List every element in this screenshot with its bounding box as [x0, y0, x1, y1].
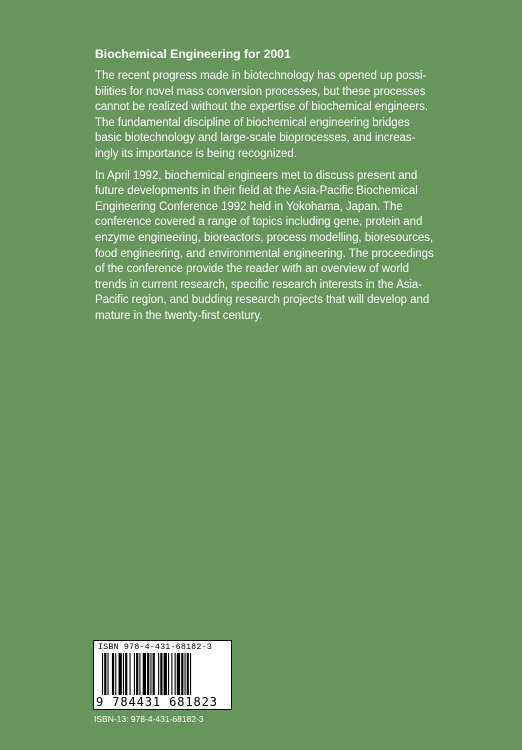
text-line: The fundamental discipline of biochemical engineering bridges [95, 116, 410, 129]
text-line: conference covered a range of topics including gene, protein and [95, 216, 423, 229]
text-line: of the conference provide the reader with an overview of world [95, 263, 409, 276]
text-line: future developments in their field at the Asia-Pacific Biochemical [95, 185, 418, 198]
barcode-digits: 9 784431 681823 [96, 695, 218, 709]
text-line: food engineering, and environmental engineering. The proceedings [95, 247, 434, 260]
text-line: mature in the twenty-first century. [95, 309, 263, 322]
cover-text-block [95, 47, 435, 331]
book-title: Biochemical Engineering for 2001 [95, 47, 291, 61]
text-line: The recent progress made in biotechnology has opened up possi- [95, 70, 427, 82]
text-line: enzyme engineering, bioreactors, process modelling, bioresources, [95, 231, 434, 244]
text-line: Pacific region, and budding research projects that will develop and [95, 294, 430, 307]
text-line: bilities for novel mass conversion processes, but these processes [95, 85, 426, 98]
barcode-bars [102, 653, 226, 695]
text-line: cannot be realized without the expertise of biochemical engineers. [95, 101, 428, 114]
text-line: basic biotechnology and large-scale bioprocesses, and increas- [95, 132, 416, 145]
paragraph-intro [95, 69, 435, 163]
barcode [93, 640, 232, 710]
text-line: ingly its importance is being recognized. [95, 147, 297, 160]
text-line: Engineering Conference 1992 held in Yokohama, Japan. The [95, 200, 403, 213]
barcode-isbn-label: ISBN 978-4-431-68182-3 [98, 642, 212, 652]
isbn-13: ISBN-13: 978-4-431-68182-3 [94, 714, 204, 724]
text-line: trends in current research, specific research interests in the Asia- [95, 278, 423, 291]
text-line: In April 1992, biochemical engineers met to discuss present and [95, 169, 418, 182]
paragraph-conference [95, 169, 435, 325]
